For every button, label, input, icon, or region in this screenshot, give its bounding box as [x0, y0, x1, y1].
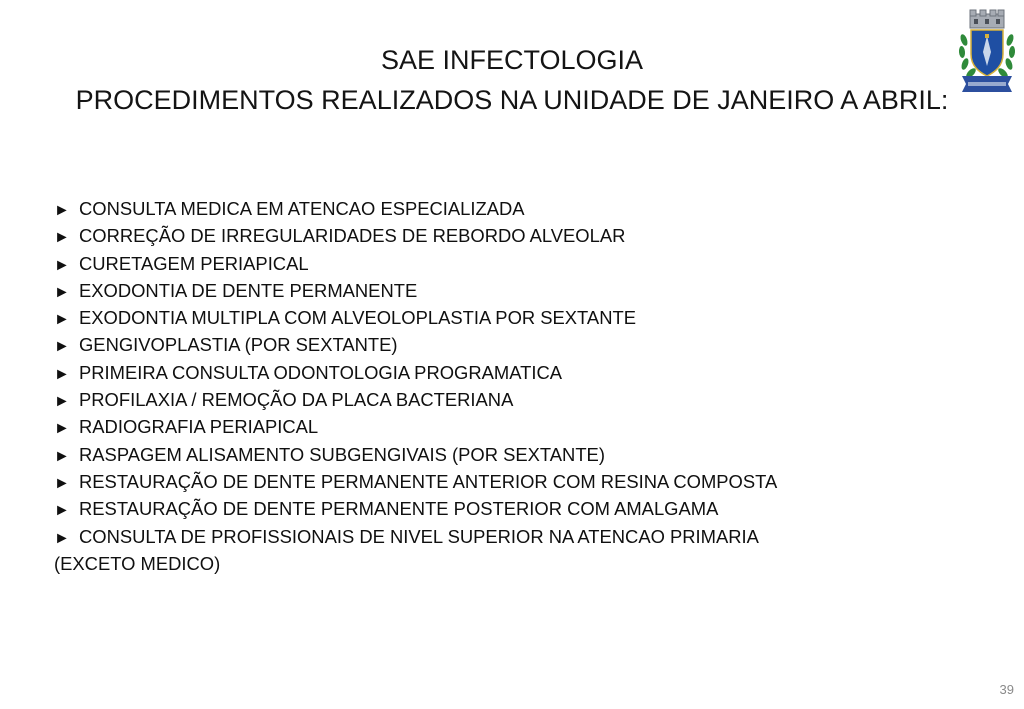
list-item: ► RESTAURAÇÃO DE DENTE PERMANENTE POSTERIOR COM AMALGAMA — [54, 496, 954, 523]
bullet-arrow-icon: ► — [54, 365, 70, 383]
list-item: ► RADIOGRAFIA PERIAPICAL — [54, 414, 954, 441]
bullet-arrow-icon: ► — [54, 283, 70, 301]
list-item: ► CURETAGEM PERIAPICAL — [54, 251, 954, 278]
list-item: ► PROFILAXIA / REMOÇÃO DA PLACA BACTERIANA — [54, 387, 954, 414]
crown-icon — [970, 10, 1004, 28]
procedures-list — [54, 196, 954, 576]
bullet-arrow-icon: ► — [54, 502, 70, 520]
bullet-arrow-icon: ► — [54, 256, 70, 274]
title-line-1: SAE INFECTOLOGIA — [380, 45, 644, 75]
municipal-coat-of-arms-icon — [956, 8, 1018, 94]
list-item: ► GENGIVOPLASTIA (POR SEXTANTE) — [54, 332, 954, 359]
list-item: ► EXODONTIA DE DENTE PERMANENTE — [54, 278, 954, 305]
slide-title — [0, 40, 1024, 120]
ribbon-icon — [962, 76, 1012, 92]
list-item: ► PRIMEIRA CONSULTA ODONTOLOGIA PROGRAMATICA — [54, 360, 954, 387]
bullet-arrow-icon: ► — [54, 202, 70, 219]
bullet-arrow-icon: ► — [54, 393, 70, 411]
list-item: ► RASPAGEM ALISAMENTO SUBGENGIVAIS (POR SEXTANTE) — [54, 442, 954, 469]
bullet-arrow-icon: ► — [54, 420, 70, 438]
bullet-arrow-icon: ► — [54, 474, 70, 492]
list-item: ► CORREÇÃO DE IRREGULARIDADES DE REBORDO ALVEOLAR — [54, 223, 954, 250]
bullet-arrow-icon: ► — [54, 338, 70, 356]
bullet-arrow-icon: ► — [54, 311, 70, 329]
list-item: ► EXODONTIA MULTIPLA COM ALVEOLOPLASTIA POR SEXTANTE — [54, 305, 954, 332]
list-item-continuation: (EXCETO MEDICO) — [54, 552, 221, 574]
bullet-arrow-icon: ► — [54, 529, 70, 547]
page-number: 39 — [999, 682, 1014, 697]
list-item: ► CONSULTA MEDICA EM ATENCAO ESPECIALIZADA — [54, 196, 954, 223]
bullet-arrow-icon: ► — [54, 229, 70, 247]
shield-icon — [971, 30, 1003, 76]
title-line-2: PROCEDIMENTOS REALIZADOS NA UNIDADE DE JANEIRO A ABRIL: — [75, 85, 949, 115]
list-item: ► CONSULTA DE PROFISSIONAIS DE NIVEL SUPERIOR NA ATENCAO PRIMARIA (EXCETO MEDICO) — [54, 524, 954, 577]
list-item: ► RESTAURAÇÃO DE DENTE PERMANENTE ANTERIOR COM RESINA COMPOSTA — [54, 469, 954, 496]
bullet-arrow-icon: ► — [54, 447, 70, 465]
